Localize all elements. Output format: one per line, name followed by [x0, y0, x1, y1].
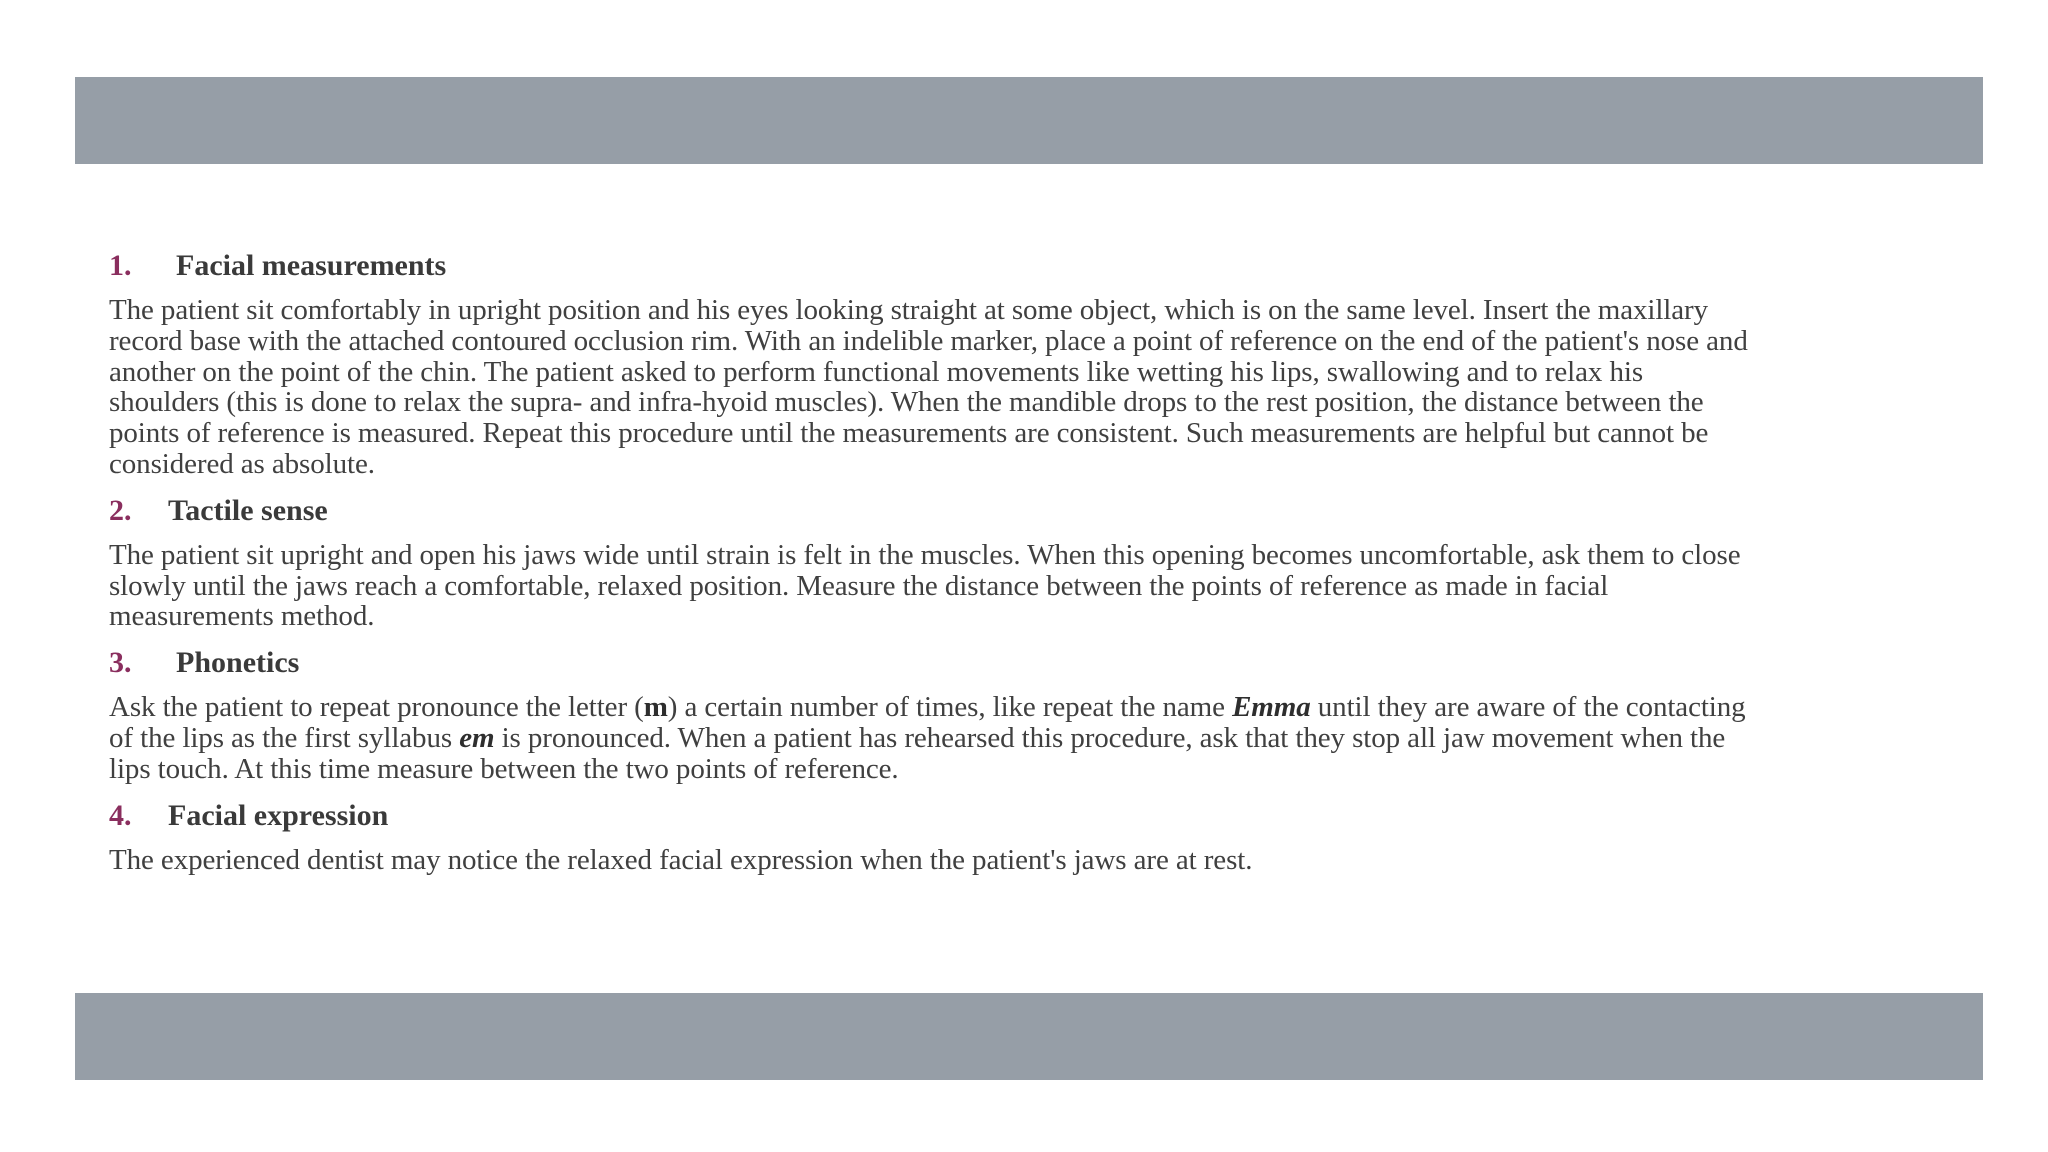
section-paragraph-facial-measurements [109, 295, 1954, 480]
document-body [109, 244, 1954, 875]
name-emma-bold-italic: Emma [1232, 691, 1311, 724]
section-number: 1. [109, 249, 132, 282]
paragraph-line: The experienced dentist may notice the relaxed facial expression when the patient's jaws are at rest. [109, 843, 1253, 876]
section-title: Phonetics [176, 646, 300, 680]
text-run: is pronounced. When a patient has rehearsed this procedure, ask that they stop all jaw movement when the [494, 721, 1726, 754]
section-paragraph-tactile-sense [109, 540, 1954, 632]
text-run: until they are aware of the contacting [1310, 691, 1746, 724]
section-paragraph-phonetics [109, 692, 1954, 784]
section-heading-facial-expression [109, 794, 1954, 838]
letter-m-bold: m [643, 691, 668, 724]
section-number: 2. [109, 493, 132, 527]
text-run: Ask the patient to repeat pronounce the letter ( [109, 691, 644, 724]
paragraph-line: lips touch. At this time measure between the two points of reference. [109, 752, 899, 785]
paragraph-line: points of reference is measured. Repeat this procedure until the measurements are consistent. Such measurements are helpful but cannot be [109, 417, 1709, 450]
paragraph-line: measurements method. [109, 600, 375, 633]
paragraph-line: The patient sit comfortably in upright position and his eyes looking straight at some object, which is on the same level. Insert the maxillary [109, 294, 1708, 326]
section-heading-facial-measurements [109, 244, 1954, 288]
paragraph-line: The patient sit upright and open his jaws wide until strain is felt in the muscles. When this opening becomes uncomfortable, ask them to close [109, 538, 1741, 571]
section-heading-tactile-sense [109, 489, 1954, 533]
section-number: 4. [109, 798, 132, 832]
paragraph-line: slowly until the jaws reach a comfortable, relaxed position. Measure the distance between the points of reference as made in facial [109, 569, 1609, 602]
paragraph-line: considered as absolute. [109, 447, 375, 480]
footer-band [75, 993, 1983, 1080]
paragraph-line: shoulders (this is done to relax the supra- and infra-hyoid muscles). When the mandible drops to the rest position, the distance between the [109, 386, 1704, 419]
text-run: of the lips as the first syllabus [109, 721, 460, 754]
section-paragraph-facial-expression [109, 845, 1954, 876]
section-title: Facial measurements [176, 249, 447, 282]
paragraph-line: record base with the attached contoured occlusion rim. With an indelible marker, place a point of reference on the end of the patient's nose and [109, 324, 1748, 357]
paragraph-line [109, 723, 1954, 754]
section-title: Facial expression [168, 798, 389, 832]
section-number: 3. [109, 646, 132, 680]
section-heading-phonetics [109, 641, 1954, 685]
paragraph-line [109, 692, 1954, 723]
syllable-em-bold-italic: em [459, 721, 495, 754]
section-title: Tactile sense [168, 493, 328, 527]
text-run: ) a certain number of times, like repeat the name [667, 691, 1233, 724]
paragraph-line: another on the point of the chin. The patient asked to perform functional movements like wetting his lips, swallowing and to relax his [109, 355, 1644, 388]
header-band [75, 77, 1983, 164]
